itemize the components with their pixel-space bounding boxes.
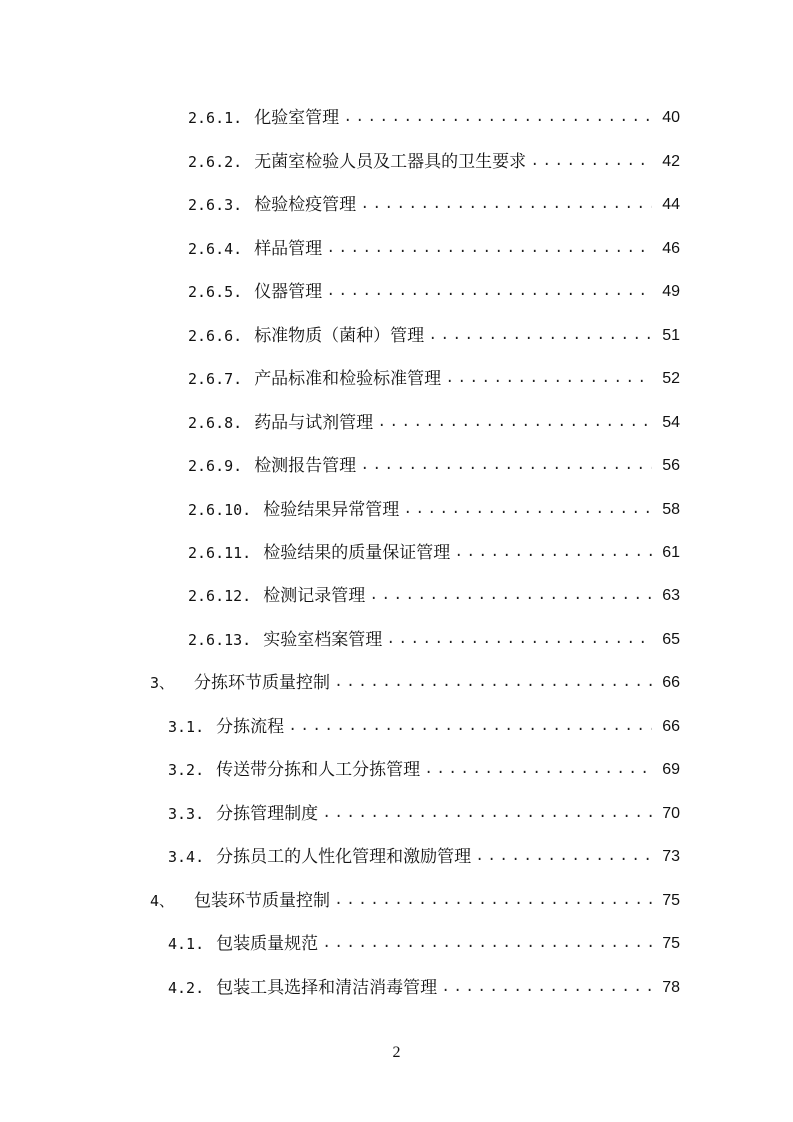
toc-entry-number: 3.1. [168, 718, 205, 736]
toc-entry-title: 化验室管理 [254, 108, 340, 128]
toc-entry-title: 分拣员工的人性化管理和激励管理 [216, 847, 472, 867]
toc-entry-page: 44 [662, 196, 680, 213]
toc-leader-dots [288, 713, 652, 741]
toc-entry-number: 3.3. [168, 805, 205, 823]
toc-entry[interactable] [168, 713, 680, 741]
toc-entry-title: 分拣流程 [216, 717, 285, 737]
toc-entry-page: 78 [662, 979, 680, 996]
toc-leader-dots [326, 235, 652, 263]
toc-leader-dots [530, 148, 652, 176]
toc-entry-page: 56 [662, 457, 680, 474]
toc-entry[interactable] [188, 322, 680, 350]
toc-leader-dots [454, 539, 652, 567]
toc-entry[interactable] [168, 974, 680, 1002]
toc-entry[interactable] [168, 930, 680, 958]
toc-entry[interactable] [188, 626, 680, 654]
toc-leader-dots [360, 191, 652, 219]
toc-entry-number: 2.6.13. [188, 631, 252, 649]
toc-leader-dots [369, 582, 652, 610]
toc-entry[interactable] [188, 148, 680, 176]
toc-entry-number: 2.6.3. [188, 196, 243, 214]
toc-leader-dots [322, 930, 652, 958]
toc-entry-title: 检测报告管理 [254, 456, 357, 476]
toc-leader-dots [475, 843, 652, 871]
toc-entry[interactable] [188, 539, 680, 567]
toc-leader-dots [445, 365, 652, 393]
toc-entry-page: 63 [662, 587, 680, 604]
toc-entry-number: 2.6.5. [188, 283, 243, 301]
toc-entry-title: 标准物质（菌种）管理 [254, 326, 425, 346]
toc-entry-page: 66 [662, 674, 680, 691]
toc-leader-dots [441, 974, 652, 1002]
toc-entry-number: 2.6.8. [188, 414, 243, 432]
toc-entry[interactable] [150, 887, 680, 915]
toc-entry[interactable] [168, 843, 680, 871]
toc-entry-page: 42 [662, 153, 680, 170]
toc-entry[interactable] [188, 452, 680, 480]
toc-entry-page: 69 [662, 761, 680, 778]
toc-entry-number: 2.6.9. [188, 457, 243, 475]
toc-entry[interactable] [150, 669, 680, 697]
toc-entry[interactable] [168, 800, 680, 828]
toc-entry-title: 实验室档案管理 [263, 630, 383, 650]
toc-entry-number: 4、 [150, 892, 175, 910]
toc-entry-number: 3.4. [168, 848, 205, 866]
toc-entry-number: 2.6.6. [188, 327, 243, 345]
toc-entry-title: 无菌室检验人员及工器具的卫生要求 [254, 152, 527, 172]
toc-entry[interactable] [188, 104, 680, 132]
toc-entry[interactable] [188, 235, 680, 263]
toc-entry-title: 包装工具选择和清洁消毒管理 [216, 978, 438, 998]
toc-entry-title: 分拣管理制度 [216, 804, 319, 824]
toc-leader-dots [343, 104, 652, 132]
toc-leader-dots [424, 756, 652, 784]
toc-entry-page: 40 [662, 109, 680, 126]
toc-entry-title: 检测记录管理 [263, 586, 366, 606]
toc-entry[interactable] [188, 278, 680, 306]
toc-entry-number: 2.6.4. [188, 240, 243, 258]
toc-entry-number: 2.6.1. [188, 109, 243, 127]
toc-entry-number: 4.2. [168, 979, 205, 997]
toc-entry-title: 包装环节质量控制 [194, 891, 331, 911]
toc-entry-page: 51 [662, 327, 680, 344]
toc-entry-title: 药品与试剂管理 [254, 413, 374, 433]
toc-entry-page: 73 [662, 848, 680, 865]
toc-entry-title: 检验结果异常管理 [263, 500, 400, 520]
toc-entry-title: 仪器管理 [254, 282, 323, 302]
toc-leader-dots [377, 409, 652, 437]
toc-entry-page: 66 [662, 718, 680, 735]
toc-entry-title: 检验结果的质量保证管理 [263, 543, 451, 563]
toc-entry-number: 3、 [150, 674, 175, 692]
toc-entry-page: 58 [662, 501, 680, 518]
toc-entry-page: 70 [662, 805, 680, 822]
toc-leader-dots [326, 278, 652, 306]
toc-leader-dots [334, 669, 652, 697]
toc-leader-dots [334, 887, 652, 915]
toc-entry-page: 75 [662, 935, 680, 952]
toc-entry-number: 2.6.11. [188, 544, 252, 562]
toc-entry[interactable] [188, 409, 680, 437]
toc-entry-title: 分拣环节质量控制 [194, 673, 331, 693]
toc-entry-page: 52 [662, 370, 680, 387]
toc-leader-dots [322, 800, 652, 828]
page-number: 2 [392, 1044, 401, 1061]
toc-entry-number: 2.6.7. [188, 370, 243, 388]
toc-entry[interactable] [188, 582, 680, 610]
toc-entry-title: 传送带分拣和人工分拣管理 [216, 760, 421, 780]
toc-entry-page: 75 [662, 892, 680, 909]
toc-entry-title: 样品管理 [254, 239, 323, 259]
toc-entry-page: 49 [662, 283, 680, 300]
toc-entry-title: 包装质量规范 [216, 934, 319, 954]
toc-entry-page: 61 [662, 544, 680, 561]
toc-entry-number: 2.6.2. [188, 153, 243, 171]
toc-entry-page: 65 [662, 631, 680, 648]
toc-entry-number: 2.6.10. [188, 501, 252, 519]
toc-leader-dots [386, 626, 652, 654]
toc-leader-dots [403, 496, 652, 524]
toc-entry-page: 46 [662, 240, 680, 257]
toc-entry[interactable] [188, 365, 680, 393]
toc-entry-title: 检验检疫管理 [254, 195, 357, 215]
toc-entry[interactable] [188, 191, 680, 219]
toc-entry[interactable] [168, 756, 680, 784]
toc-entry-number: 3.2. [168, 761, 205, 779]
toc-entry-title: 产品标准和检验标准管理 [254, 369, 442, 389]
toc-leader-dots [428, 322, 652, 350]
toc-entry-page: 54 [662, 414, 680, 431]
toc-leader-dots [360, 452, 652, 480]
toc-entry[interactable] [188, 496, 680, 524]
toc-entry-number: 2.6.12. [188, 587, 252, 605]
toc-entry-number: 4.1. [168, 935, 205, 953]
